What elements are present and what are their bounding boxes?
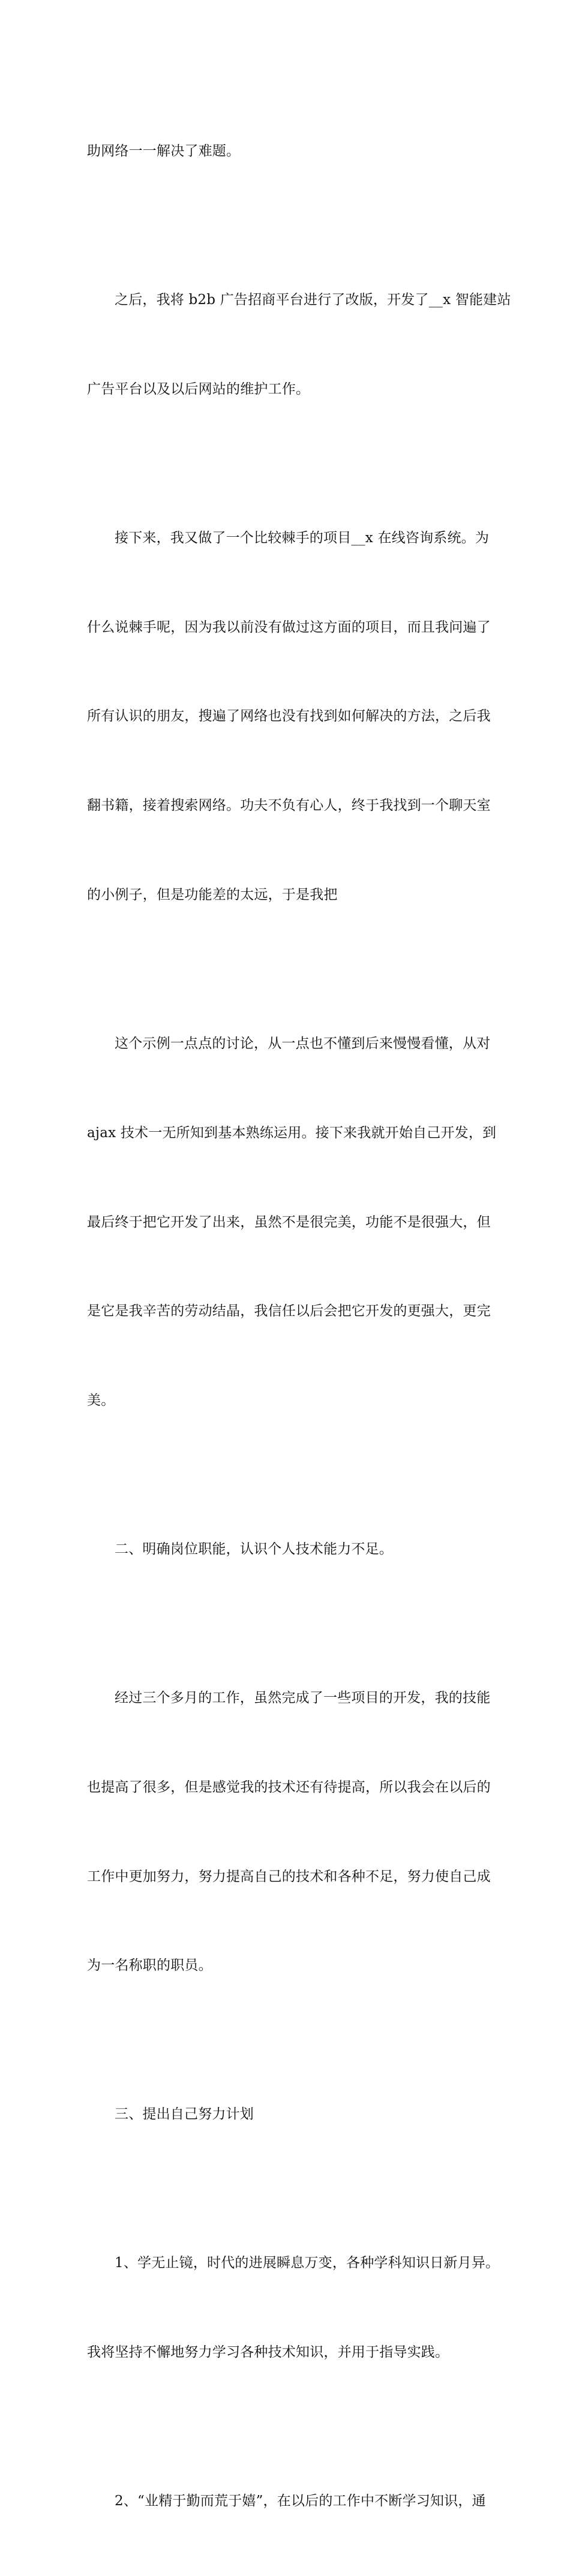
paragraph-2	[87, 226, 511, 464]
text-line: 为一名称职的职员。	[87, 1958, 212, 1974]
text-line: 2、“业精于勤而荒于嬉”，在以后的工作中不断学习知识，通	[115, 2493, 486, 2509]
text-line: 的小例子，但是功能差的太远，于是我把	[87, 887, 338, 903]
list-item-1	[87, 2189, 500, 2427]
paragraph-5	[87, 1624, 491, 2040]
section-heading-3	[87, 2040, 486, 2189]
text-line: 也提高了很多，但是感觉我的技术还有待提高，所以我会在以后的	[87, 1779, 491, 1795]
text-line: 最后终于把它开发了出来，虽然不是很完美，功能不是很强大，但	[87, 1214, 491, 1230]
text-line: ajax 技术一无所知到基本熟练运用。接下来我就开始自己开发，到	[87, 1125, 497, 1141]
text-line: 经过三个多月的工作，虽然完成了一些项目的开发，我的技能	[115, 1690, 491, 1706]
text-line: 助网络一一解决了难题。	[87, 143, 241, 160]
text-line: 二、明确岗位职能，认识个人技术能力不足。	[115, 1541, 393, 1558]
paragraph-1	[87, 77, 486, 226]
list-item-2	[87, 2427, 486, 2576]
text-line: 之后，我将 b2b 广告招商平台进行了改版，开发了__x 智能建站	[115, 292, 511, 308]
text-line: 1、学无止镜，时代的进展瞬息万变，各种学科知识日新月异。	[115, 2255, 500, 2271]
text-line: 所有认识的朋友，搜遍了网络也没有找到如何解决的方法，之后我	[87, 708, 491, 725]
text-line: 是它是我辛苦的劳动结晶，我信任以后会把它开发的更强大，更完	[87, 1303, 491, 1319]
text-line: 广告平台以及以后网站的维护工作。	[87, 381, 310, 397]
text-line: 翻书籍，接着搜索网络。功夫不负有心人，终于我找到一个聊天室	[87, 798, 491, 814]
text-line: 这个示例一点点的讨论，从一点也不懂到后来慢慢看懂，从对	[115, 1036, 491, 1051]
paragraph-3	[87, 464, 491, 970]
text-line: 我将坚持不懈地努力学习各种技术知识，并用于指导实践。	[87, 2344, 449, 2361]
text-line: 美。	[87, 1393, 115, 1409]
paragraph-4	[87, 970, 497, 1475]
text-line: 工作中更加努力，努力提高自己的技术和各种不足，努力使自己成	[87, 1868, 491, 1884]
text-line: 三、提出自己努力计划	[115, 2106, 254, 2123]
text-line: 什么说棘手呢，因为我以前没有做过这方面的项目，而且我问遍了	[87, 619, 491, 635]
text-line: 接下来，我又做了一个比较棘手的项目__x 在线咨询系统。为	[115, 530, 490, 546]
document-body	[87, 77, 511, 2576]
section-heading-2	[87, 1475, 486, 1624]
